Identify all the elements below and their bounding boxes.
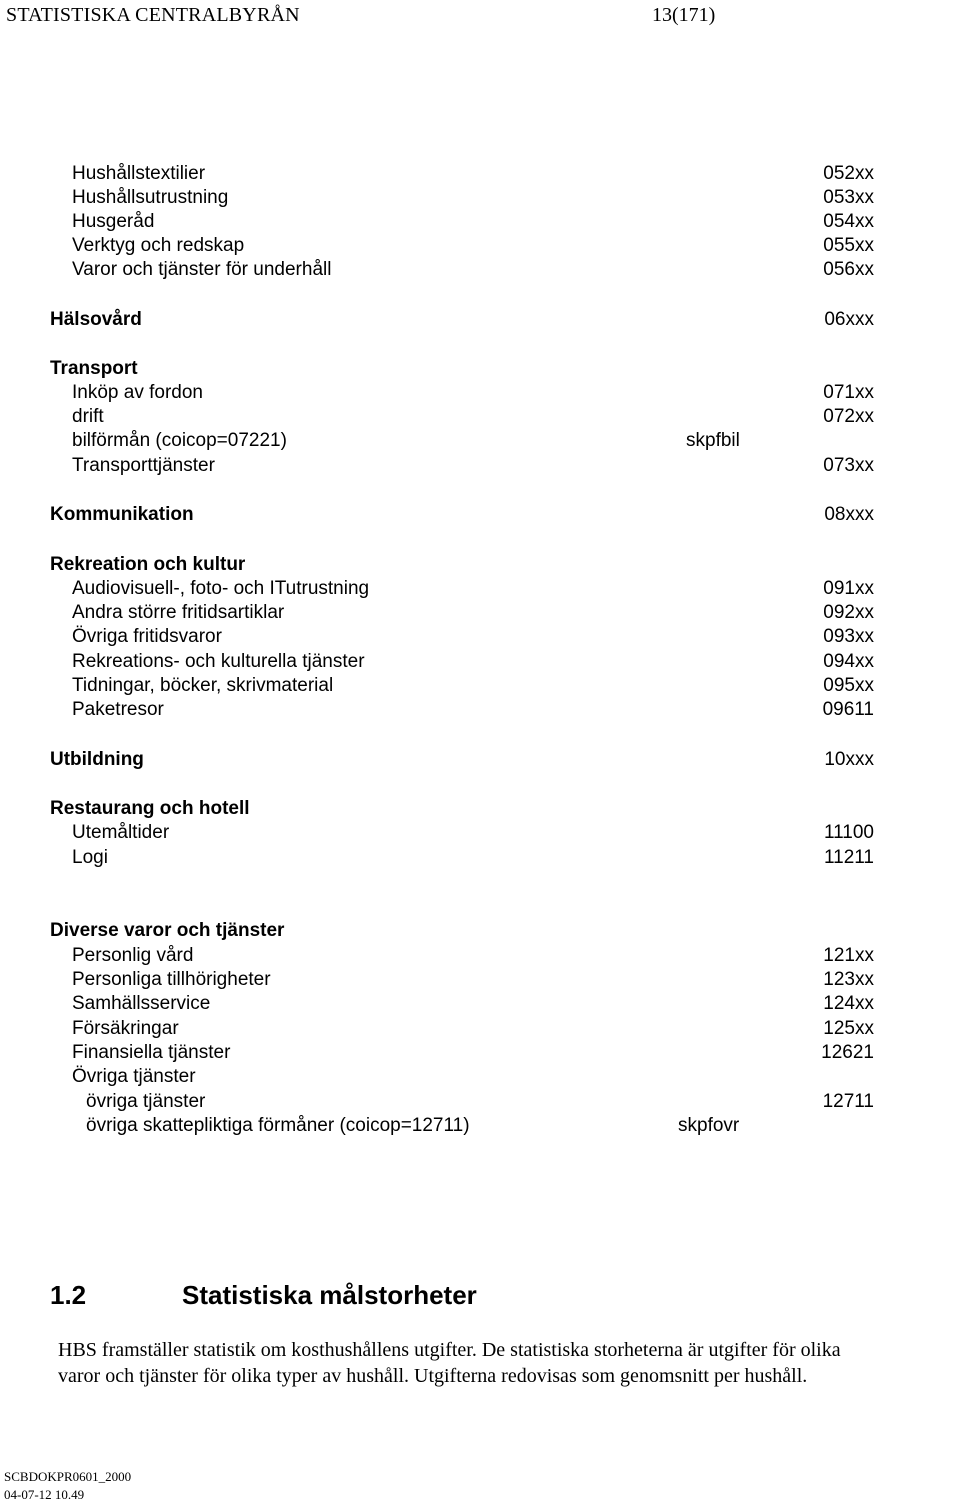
coicop-code: 073xx bbox=[823, 455, 874, 476]
coicop-code: 052xx bbox=[823, 163, 874, 184]
category-label: drift bbox=[72, 406, 104, 427]
coicop-code: 124xx bbox=[823, 993, 874, 1014]
coicop-code: 11211 bbox=[823, 847, 874, 868]
category-label: Försäkringar bbox=[72, 1018, 179, 1039]
coicop-code: 054xx bbox=[823, 211, 874, 232]
category-label: Logi bbox=[72, 847, 108, 868]
coicop-code: 094xx bbox=[823, 651, 874, 672]
list-item bbox=[0, 186, 960, 210]
category-label: Verktyg och redskap bbox=[72, 235, 245, 256]
list-item bbox=[0, 698, 960, 722]
list-item bbox=[0, 1090, 960, 1114]
section-title: Statistiska målstorheter bbox=[182, 1280, 477, 1310]
list-item bbox=[0, 210, 960, 234]
list-item bbox=[0, 674, 960, 698]
list-item bbox=[0, 1114, 960, 1138]
footer-timestamp: 04-07-12 10.49 bbox=[4, 1487, 85, 1502]
category-heading: Transport bbox=[50, 358, 138, 379]
coicop-code: 121xx bbox=[823, 945, 874, 966]
coicop-code: 10xxx bbox=[824, 749, 874, 770]
coicop-code: 072xx bbox=[823, 406, 874, 427]
category-label: Husgeråd bbox=[72, 211, 155, 232]
coicop-code: 11100 bbox=[823, 822, 874, 843]
category-label: bilförmån (coicop=07221) bbox=[72, 430, 287, 451]
list-item bbox=[0, 454, 960, 478]
coicop-code: 092xx bbox=[823, 602, 874, 623]
coicop-code: 123xx bbox=[823, 969, 874, 990]
category-label: övriga tjänster bbox=[86, 1091, 206, 1112]
category-label: Utemåltider bbox=[72, 822, 170, 843]
category-heading: Utbildning bbox=[50, 749, 144, 770]
category-label: Hushållstextilier bbox=[72, 163, 206, 184]
footer-doc-id: SCBDOKPR0601_2000 bbox=[4, 1469, 132, 1484]
coicop-code: 095xx bbox=[823, 675, 874, 696]
coicop-code: 12711 bbox=[822, 1091, 874, 1112]
category-label: Personliga tillhörigheter bbox=[72, 969, 271, 990]
coicop-code: 08xxx bbox=[824, 504, 874, 525]
category-label: Rekreations- och kulturella tjänster bbox=[72, 651, 365, 672]
category-heading: Rekreation och kultur bbox=[50, 554, 246, 575]
category-label: Finansiella tjänster bbox=[72, 1042, 231, 1063]
section-paragraph bbox=[58, 1337, 958, 1389]
list-item bbox=[0, 968, 960, 992]
list-item bbox=[0, 650, 960, 674]
category-label: Övriga fritidsvaror bbox=[72, 626, 222, 647]
list-item bbox=[0, 919, 960, 943]
coicop-code: 12621 bbox=[821, 1042, 874, 1063]
category-label: Transporttjänster bbox=[72, 455, 215, 476]
list-item bbox=[0, 1041, 960, 1065]
category-label: Paketresor bbox=[72, 699, 164, 720]
category-label: Hushållsutrustning bbox=[72, 187, 229, 208]
category-label: Tidningar, böcker, skrivmaterial bbox=[72, 675, 334, 696]
list-item bbox=[0, 577, 960, 601]
coicop-code: 055xx bbox=[823, 235, 874, 256]
header-page-number: 13(171) bbox=[652, 4, 716, 26]
list-item bbox=[0, 381, 960, 405]
category-heading: Hälsovård bbox=[50, 309, 142, 330]
list-item bbox=[0, 258, 960, 282]
list-item bbox=[0, 162, 960, 186]
list-item bbox=[0, 797, 960, 821]
list-item bbox=[0, 992, 960, 1016]
variable-name: skpfovr bbox=[678, 1115, 740, 1136]
list-item bbox=[0, 503, 960, 527]
coicop-code: 056xx bbox=[823, 259, 874, 280]
list-item bbox=[0, 357, 960, 381]
category-label: Övriga tjänster bbox=[72, 1066, 196, 1087]
coicop-code: 091xx bbox=[823, 578, 874, 599]
paragraph-line: varor och tjänster för olika typer av hushåll. Utgifterna redovisas som genomsnitt per hushåll. bbox=[58, 1365, 808, 1387]
list-item bbox=[0, 601, 960, 625]
list-item bbox=[0, 846, 960, 870]
list-item bbox=[0, 748, 960, 772]
header-org: STATISTISKA CENTRALBYRÅN bbox=[6, 4, 300, 26]
category-label: Andra större fritidsartiklar bbox=[72, 602, 285, 623]
category-label: övriga skattepliktiga förmåner (coicop=12711) bbox=[86, 1115, 470, 1136]
category-label: Samhällsservice bbox=[72, 993, 211, 1014]
category-label: Audiovisuell-, foto- och ITutrustning bbox=[72, 578, 370, 599]
list-item bbox=[0, 308, 960, 332]
category-heading: Diverse varor och tjänster bbox=[50, 920, 285, 941]
list-item bbox=[0, 1065, 960, 1089]
list-item bbox=[0, 553, 960, 577]
paragraph-line: HBS framställer statistik om kosthushållens utgifter. De statistiska storheterna är utgifter för olika bbox=[58, 1339, 841, 1361]
category-label: Varor och tjänster för underhåll bbox=[72, 259, 332, 280]
list-item bbox=[0, 944, 960, 968]
coicop-code: 125xx bbox=[823, 1018, 874, 1039]
list-item bbox=[0, 405, 960, 429]
list-item bbox=[0, 625, 960, 649]
section-number: 1.2 bbox=[50, 1280, 87, 1310]
list-item bbox=[0, 429, 960, 453]
list-item bbox=[0, 1017, 960, 1041]
coicop-code: 09611 bbox=[822, 699, 874, 720]
category-heading: Kommunikation bbox=[50, 504, 194, 525]
coicop-code: 06xxx bbox=[824, 309, 874, 330]
category-heading: Restaurang och hotell bbox=[50, 798, 250, 819]
category-label: Inköp av fordon bbox=[72, 382, 203, 403]
list-item bbox=[0, 821, 960, 845]
coicop-code: 053xx bbox=[823, 187, 874, 208]
coicop-code: 093xx bbox=[823, 626, 874, 647]
coicop-code: 071xx bbox=[823, 382, 874, 403]
list-item bbox=[0, 234, 960, 258]
variable-name: skpfbil bbox=[686, 430, 740, 451]
category-label: Personlig vård bbox=[72, 945, 194, 966]
section-heading bbox=[50, 1280, 477, 1311]
